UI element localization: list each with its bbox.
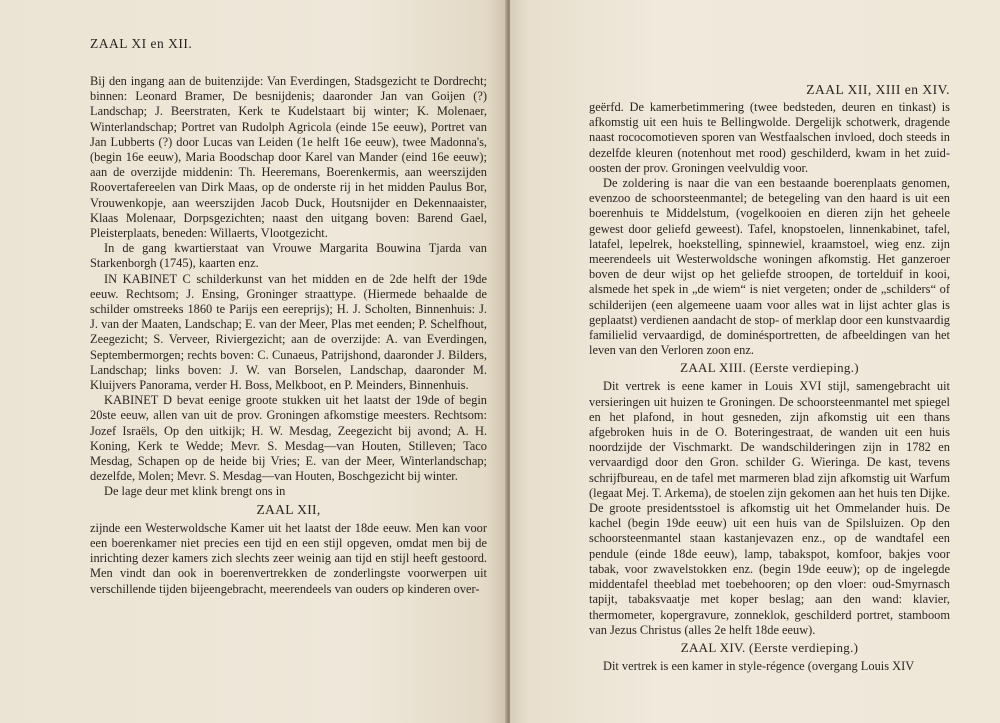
left-body-b (90, 521, 487, 597)
section-heading-zaal-xii: ZAAL XII, (256, 501, 321, 517)
paragraph: In de gang kwartierstaat van Vrouwe Margarita Bouwina Tjarda van Starkenborgh (1745), kaarten enz. (90, 241, 487, 271)
left-running-head: ZAAL XI en XII. (90, 36, 193, 51)
paragraph: Bij den ingang aan de buitenzijde: Van Everdingen, Stadsgezicht te Dordrecht; binnen: Leonard Bramer, De besnijdenis; daaronder Jan van Goijen (?) Landschap; J. Beerstraten, Kerk te Kudelstaart bij winter; K. Molenaer, Winterlandschap; Portret van Rudolph Agricola (einde 15e eeuw), Portret van Jan Lubberts (?) door Lucas van Leiden (1e helft 16e eeuw), twee Madonna's, (begin 16e eeuw), Maria Boodschap door Karel van Mander (eind 16e eeuw); aan de overzijde middenin: Th. Heeremans, Boerenkermis, aan weerszijden Roovertafereelen van Dirk Maas, op de onderste rij in het midden Paulus Bor, Vrouwenkopje, aan weerszijden Jacob Duck, Houtsnijder en Dekennaaister, Klaas Molenaar, Dorpsgezichten; naast den uitgang boven: Barend Gael, Pleisterplaats, beneden: Willaerts, Vlootgezicht. (90, 74, 487, 241)
paragraph: zijnde een Westerwoldsche Kamer uit het laatst der 18de eeuw. Men kan voor een boerenkamer niet precies een tijd en een stijl opgeven, omdat men bij de inrichting dezer kamers zich slechts zeer weinig aan tijd en stijl heeft gestoord. Men vindt dan ook in boerenvertrekken de zonderlingste voorwerpen uit verschillende tijden bijeengebracht, meerendeels van ouders op kinderen over- (90, 520, 487, 596)
paragraph: geërfd. De kamerbetimmering (twee bedsteden, deuren en tinkast) is afkomstig uit een huis te Bellingwolde. Dergelijk schotwerk, dragende naast rococomotieven sporen van Westfaalschen invloed, doch steeds in dezelfde kleuren (notenhout met rood) geschilderd, kwam in het zuid-oosten der prov. Groningen veelvuldig voor. (589, 100, 950, 175)
paragraph: KABINET D bevat eenige groote stukken uit het laatst der 19de of begin 20ste eeuw, allen van uit de prov. Groningen afkomstige meesters. Rechtsom: Jozef Israëls, Op den uitkijk; H. W. Mesdag, Zeegezicht bij avond; A. H. Koning, Kerk te Wedde; Mevr. S. Mesdag—van Houten, Stilleven; Taco Mesdag, Schapen op de heide bij Vries; E. van der Meer, Winterlandschap; dezelfde, Molen; Mevr. S. Mesdag—van Houten, Boschgezicht bij winter. (90, 393, 487, 484)
right-page (510, 0, 1000, 723)
paragraph: IN KABINET C schilderkunst van het midden en de 2de helft der 19de eeuw. Rechtsom; J. Ensing, Groninger straattype. (Hiermede behaalde de schilder omstreeks 1860 te Parijs een eereprijs); H. J. Scholten, Binnenhuis: J. J. van der Maaten, Landschap; E. van der Meer, Plas met eenden; P. Schelfhout, Zeegezicht; S. Verveer, Riviergezicht; aan de overzijde: A. van Everdingen, Septembermorgen; rechts boven: C. Cunaeus, Patrijshond, daaronder J. Bilders, Landschap; links boven: J. W. van Borselen, Landschap, daaronder M. Kluijvers Panorama, verder H. Boss, Melkboot, en P. Meinders, Binnenhuis. (90, 271, 487, 393)
section-heading-zaal-xiii: ZAAL XIII. (Eerste verdieping.) (680, 360, 859, 376)
section-heading-zaal-xiv: ZAAL XIV. (Eerste verdieping.) (680, 639, 859, 655)
paragraph: Dit vertrek is een kamer in style-régence (overgang Louis XIV (603, 658, 915, 673)
right-body-c (589, 659, 950, 674)
paragraph: De lage deur met klink brengt ons in (104, 484, 286, 499)
right-body-a (589, 100, 950, 358)
right-body-b (589, 379, 950, 637)
right-running-head: ZAAL XII, XIII en XIV. (806, 82, 950, 97)
left-body-a (90, 74, 487, 500)
paragraph: De zoldering is naar die van een bestaande boerenplaats genomen, evenzoo de schoorsteenmantel; de betegeling van den haard is uit een boerenhuis te Middelstum, (vogelkooien en dieren zijn het geheele gewest door geliefd geweest). Tafel, knopstoelen, linnenkabinet, tafel, latafel, lepelrek, hoekstelling, spinnewiel, kraamstoel, wieg enz. zijn meerendeels uit Westerwoldsche woningen afkomstig. Het ganzeroer boven de deur wijst op het geliefde stroopen, de tortelduif in kooi, alsmede het spek in „de wiem“ is niet vergeten; onder de „schilders“ of schilderijen (een algemeene uaam voor alles wat in lijst achter glas is geplaatst) verdienen aandacht de stop- of merklap door een kunstvaardig familielid vervaardigd, de dominésportretten, de afbeeldingen van het leven van den Verloren zoon enz. (589, 176, 950, 358)
paragraph: Dit vertrek is eene kamer in Louis XVI stijl, samengebracht uit versieringen uit huizen te Groningen. De schoorsteenmantel met spiegel en het plafond, in hout gesneden, zijn afkomstig uit een thans afgebroken huis in de O. Boteringestraat, de wanden uit een huis noordzijde der Vischmarkt. De wandschilderingen zijn in 1782 en vervaardigd door den Gron. schilder G. Wieringa. De kast, tevens schrijfbureau, en de tafel met marmeren blad zijn afkomstig uit Warfum (legaat Mej. T. Arkema), de stoelen zijn gekomen aan het huis ten Dijke. De groote presidentsstoel is afkomstig uit het Ommelander huis. De kachel (begin 19de eeuw) uit een huis van de Spilsluizen. Op den schoorsteenmantel staan kastanjevazen enz., op de wandtafel een pendule (einde 18de eeuw), lamp, tabakspot, komfoor, bakjes voor tabak, voor zwavelstokken enz. (begin 19de eeuw); op de ingelegde middentafel theeblad met toebehooren; op den vloer: oud-Smyrnasch tapijt, tabaksvaatje met koper beslag; aan den wand: klavier, thermometer, kopergravure, zonneklok, geschilderd portret, stamboom van Jezus Christus (alles 2e helft 18de eeuw). (589, 379, 950, 637)
